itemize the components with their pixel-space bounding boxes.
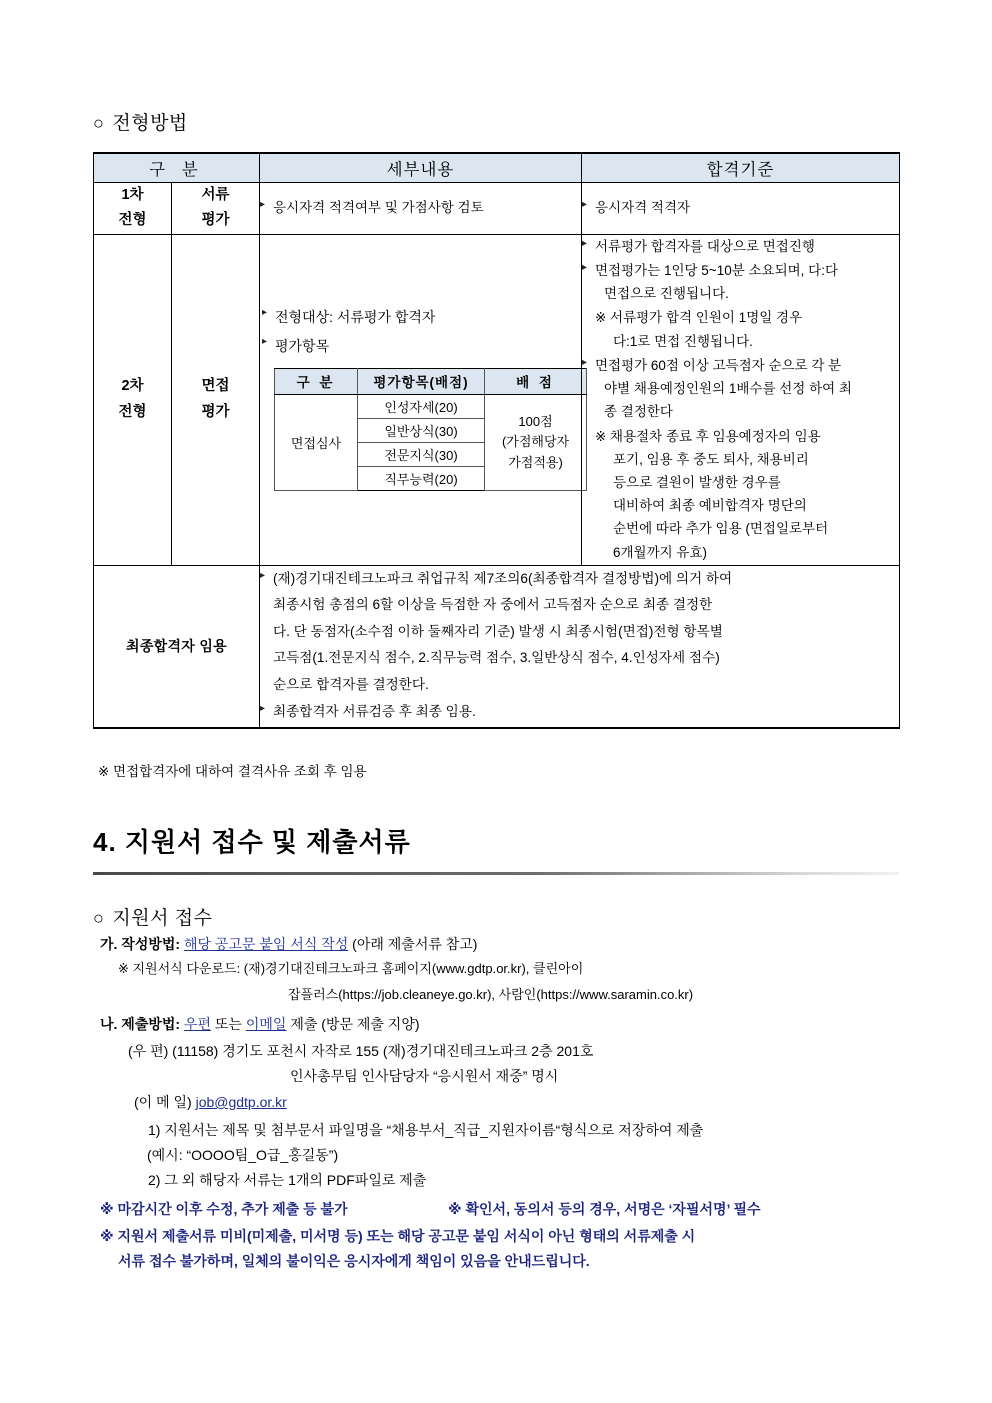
score-table-row — [275, 394, 587, 418]
final-appointment-body — [260, 565, 900, 728]
score-points-cell: 100점 (가점해당자 가점적용) — [485, 394, 587, 490]
postal-label: (우 편) — [128, 1043, 169, 1059]
write-method-label: 가. 작성방법: — [100, 936, 181, 952]
final-rule-paragraph: ▸ (재)경기대진테크노파크 취업규칙 제7조의6(최종합격자 결정방법)에 의거 하여 최종시험 총점의 6할 이상을 득점한 자 중에서 고득점자 순으로 최종 결정한 다. 단 동점자(소수점 이하 둘째자리 기준) 발생 시 최종시험(면접)전형 항목별 고득점(1.전문지식 점수, 2.직무능력 점수, 3.일반상식 점수, 4.인성자세 점수) 순으로 합격자를 결정한다. — [260, 566, 899, 699]
table-row-final-appointment — [94, 565, 900, 728]
submit-method-link-mail[interactable]: 우편 — [183, 1016, 212, 1032]
circle-bullet-icon: ○ — [93, 113, 105, 133]
selection-method-table — [93, 152, 900, 729]
email-label: (이 메 일) — [134, 1094, 192, 1110]
header-criteria: 합격기준 — [582, 153, 900, 183]
selection-footnote: ※ 면접합격자에 대하여 결격사유 조회 후 임용 — [98, 764, 367, 779]
header-detail: 세부내용 — [260, 153, 582, 183]
submit-method-link-email[interactable]: 이메일 — [245, 1016, 287, 1032]
filename-rule-item: 1) 지원서는 제목 및 첨부문서 파일명을 “채용부서_직급_지원자이름“형식으로 저장하여 제출 — [148, 1122, 704, 1138]
table-row-stage1 — [94, 183, 900, 235]
selection-method-heading-label: 전형방법 — [112, 113, 188, 134]
write-method-link[interactable]: 해당 공고문 붙임 서식 작성 — [183, 936, 349, 952]
selection-method-heading — [93, 108, 188, 135]
stage1-label: 1차 전형 — [94, 183, 172, 235]
application-receipt-heading — [93, 903, 212, 930]
email-line — [134, 1094, 287, 1111]
stage1-criteria-bullet: ▸ 응시자격 적격자 — [582, 196, 899, 219]
criteria-note-single-applicant: ※ 서류평가 합격 인원이 1명일 경우 다:1로 면접 진행됩니다. — [595, 310, 803, 349]
score-gubun-cell: 면접심사 — [275, 394, 358, 490]
submit-method-tail: 제출 (방문 제출 지양) — [290, 1016, 420, 1032]
stage1-kind: 서류 평가 — [172, 183, 260, 235]
interview-score-table — [274, 368, 587, 491]
score-header-item: 평가항목(배점) — [358, 368, 485, 394]
filename-rule-example: (예시: “OOOO팀_O급_홍길동”) — [147, 1147, 339, 1163]
stage1-detail-bullet: ▸ 응시자격 적격여부 및 가점사항 검토 — [260, 196, 581, 219]
warning-deadline: ※ 마감시간 이후 수정, 추가 제출 등 불가 — [100, 1201, 348, 1217]
score-item-cell: 전문지식(30) — [358, 442, 485, 466]
section4-divider — [93, 872, 899, 875]
stage2-label: 2차 전형 — [94, 234, 172, 565]
stage2-detail-target: ▸ 전형대상: 서류평가 합격자 — [262, 303, 581, 332]
warning-incomplete-docs-cont: 서류 접수 불가하며, 일체의 불이익은 응시자에게 책임이 있음을 안내드립니다. — [118, 1253, 590, 1269]
circle-bullet-icon: ○ — [93, 908, 105, 928]
submit-method-line — [100, 1016, 420, 1033]
submit-method-or: 또는 — [214, 1016, 242, 1032]
score-header-points: 배 점 — [485, 368, 587, 394]
criteria-bullet-duration: ▸ 면접평가는 1인당 5~10분 소요되며, 다:다 면접으로 진행됩니다. — [582, 259, 899, 305]
header-gubun: 구 분 — [94, 153, 260, 183]
final-appointment-label: 최종합격자 임용 — [94, 565, 260, 728]
score-item-cell: 일반상식(30) — [358, 418, 485, 442]
stage2-kind: 면접 평가 — [172, 234, 260, 565]
score-item-cell: 직무능력(20) — [358, 466, 485, 490]
criteria-bullet-cutoff: ▸ 면접평가 60점 이상 고득점자 순으로 각 분 야별 채용예정인원의 1배수를 선정 하여 최 종 결정한다 — [582, 354, 899, 424]
postal-address: (11158) 경기도 포천시 자작로 155 (재)경기대진테크노파크 2층 201호 — [172, 1043, 594, 1059]
stage2-detail — [260, 234, 582, 565]
criteria-note-reserve-list: ※ 채용절차 종료 후 임용예정자의 임용 포기, 임용 후 중도 퇴사, 채용비리 등으로 결원이 발생한 경우를 대비하여 최종 예비합격자 명단의 순번에 따라 추가 임용 (면접일로부터 6개월까지 유효) — [595, 428, 829, 560]
postal-address-line2: 인사총무팀 인사담당자 “응시원서 재중” 명시 — [290, 1068, 559, 1084]
submit-method-label: 나. 제출방법: — [100, 1016, 181, 1032]
stage2-criteria — [582, 234, 900, 565]
stage2-detail-items: ▸ 평가항목 — [262, 332, 581, 361]
stage1-detail — [260, 183, 582, 235]
form-download-note-second: 잡플러스(https://job.cleaneye.go.kr), 사람인(https://www.saramin.co.kr) — [288, 987, 694, 1002]
write-method-tail: (아래 제출서류 참고) — [352, 936, 478, 952]
warning-incomplete-docs: ※ 지원서 제출서류 미비(미제출, 미서명 등) 또는 해당 공고문 붙임 서식이 아닌 형태의 서류제출 시 — [100, 1228, 696, 1244]
postal-address-line — [128, 1043, 593, 1060]
score-table-header-row — [275, 368, 587, 394]
final-verification-bullet: ▸ 최종합격자 서류검증 후 최종 임용. — [260, 699, 899, 726]
email-address-link[interactable]: job@gdtp.or.kr — [195, 1094, 287, 1110]
application-receipt-heading-label: 지원서 접수 — [112, 908, 213, 929]
pdf-rule-item: 2) 그 외 해당자 서류는 1개의 PDF파일로 제출 — [148, 1172, 427, 1188]
criteria-bullet-interview-target: ▸ 서류평가 합격자를 대상으로 면접진행 — [582, 235, 899, 258]
form-download-note: ※ 지원서식 다운로드: (재)경기대진테크노파크 홈페이지(www.gdtp.or.kr), 클린아이 — [118, 961, 584, 976]
warning-signature: ※ 확인서, 동의서 등의 경우, 서명은 ‘자필서명’ 필수 — [448, 1201, 761, 1217]
score-header-gubun: 구 분 — [275, 368, 358, 394]
stage1-criteria — [582, 183, 900, 235]
table-row-stage2 — [94, 234, 900, 565]
section4-title: 4. 지원서 접수 및 제출서류 — [93, 827, 411, 857]
write-method-line — [100, 936, 477, 953]
score-item-cell: 인성자세(20) — [358, 394, 485, 418]
table-header-row — [94, 153, 900, 183]
